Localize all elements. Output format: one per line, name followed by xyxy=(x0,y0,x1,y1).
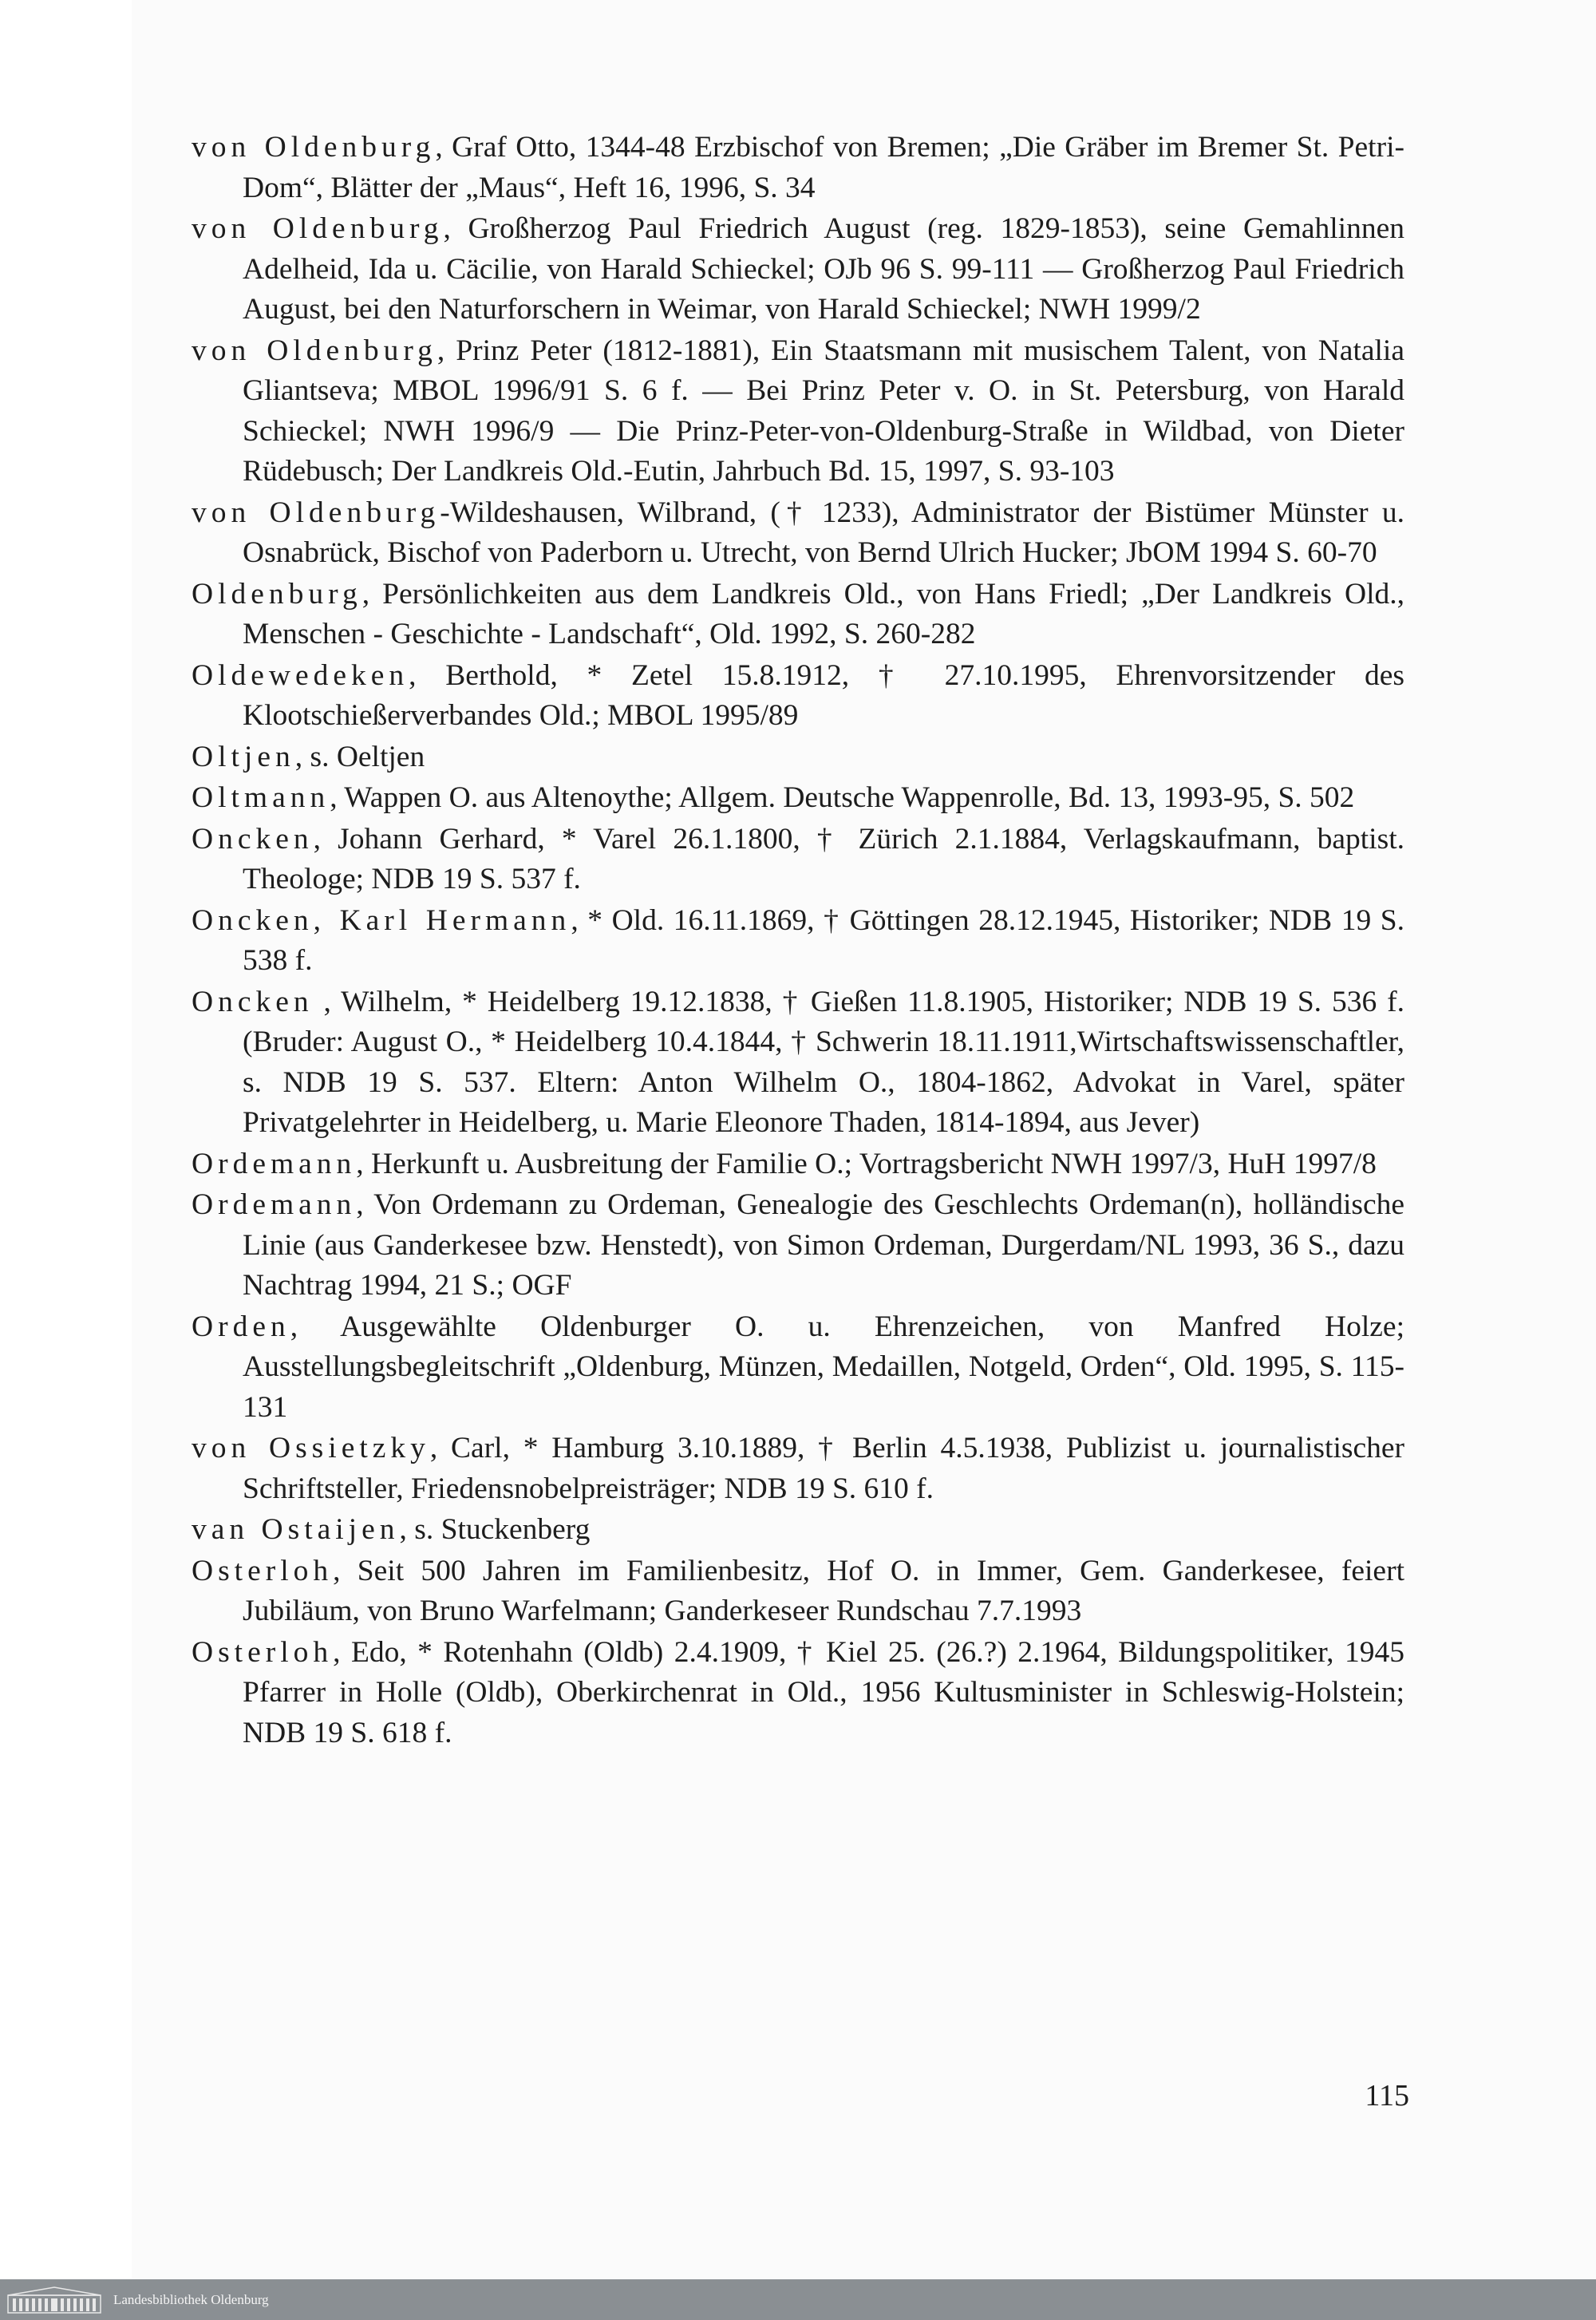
index-entry xyxy=(192,1510,1404,1551)
entry-text: , Graf Otto, 1344-48 Erzbischof von Bremen; „Die Gräber im Bremer St. Petri-Dom“, Blätter der „Maus“, Heft 16, 1996, S. 34 xyxy=(243,131,1404,204)
entry-text: , Johann Gerhard, * Varel 26.1.1800, † Zürich 2.1.1884, Verlagskaufmann, baptist. Theologe; NDB 19 S. 537 f. xyxy=(243,822,1404,895)
entry-text: , Prinz Peter (1812-1881), Ein Staatsmann mit musischem Talent, von Natalia Gliantseva; MBOL 1996/91 S. 6 f. — Bei Prinz Peter v. O. in St. Petersburg, von Harald Schieckel; NWH 1996/9 — Die Prinz-Peter-von-Oldenburg-Straße in Wildbad, von Dieter Rüdebusch; Der Landkreis Old.-Eutin, Jahrbuch Bd. 15, 1997, S. 93-103 xyxy=(243,334,1404,488)
entry-name: Oncken xyxy=(192,985,314,1018)
entry-text: , Von Ordemann zu Ordeman, Genealogie des Geschlechts Ordeman(n), holländische Linie (aus Ganderkesee bzw. Henstedt), von Simon Ordeman, Durgerdam/NL 1993, 36 S., dazu Nachtrag 1994, 21 S.; OGF xyxy=(243,1188,1404,1302)
entry-text: , s. Oeltjen xyxy=(294,740,425,773)
entry-name: von Oldenburg xyxy=(192,496,440,529)
entry-name: Oltmann xyxy=(192,781,330,814)
entry-name: von Oldenburg xyxy=(192,212,444,245)
index-entry xyxy=(192,778,1404,819)
scan-margin xyxy=(0,0,132,2279)
index-entry xyxy=(192,575,1404,655)
entry-text: , * Old. 16.11.1869, † Göttingen 28.12.1945, Historiker; NDB 19 S. 538 f. xyxy=(243,903,1404,977)
index-entry xyxy=(192,1307,1404,1429)
entry-name: Oldenburg xyxy=(192,577,362,611)
entry-text: , Carl, * Hamburg 3.10.1889, † Berlin 4.5.1938, Publizist u. journalistischer Schriftsteller, Friedensnobelpreisträger; NDB 19 S. 610 f. xyxy=(243,1432,1404,1505)
entry-name: von Ossietzky xyxy=(192,1432,430,1464)
footer-bar xyxy=(0,2279,1596,2320)
entry-name: Ordemann xyxy=(192,1188,357,1221)
entry-text: , Wappen O. aus Altenoythe; Allgem. Deutsche Wappenrolle, Bd. 13, 1993-95, S. 502 xyxy=(330,781,1355,814)
index-entry xyxy=(192,982,1404,1144)
index-entry xyxy=(192,820,1404,900)
index-entry xyxy=(192,901,1404,982)
entry-name: von Oldenburg xyxy=(192,334,437,367)
entry-text: , s. Stuckenberg xyxy=(399,1513,591,1546)
entry-name: van Ostaijen xyxy=(192,1513,400,1546)
entry-text: , Persönlichkeiten aus dem Landkreis Old., von Hans Friedl; „Der Landkreis Old., Menschen - Geschichte - Landschaft“, Old. 1992, S. 260-282 xyxy=(243,577,1404,650)
index-entry xyxy=(192,1429,1404,1509)
index-entry xyxy=(192,1633,1404,1754)
entry-name: Ordemann xyxy=(192,1147,357,1180)
index-entry xyxy=(192,493,1404,574)
entry-name: von Oldenburg xyxy=(192,131,436,164)
entry-text: , Edo, * Rotenhahn (Oldb) 2.4.1909, † Kiel 25. (26.?) 2.1964, Bildungspolitiker, 1945 Pfarrer in Holle (Oldb), Oberkirchenrat in Old., 1956 Kultusminister in Schleswig-Holstein; NDB 19 S. 618 f. xyxy=(243,1635,1404,1749)
index-entry xyxy=(192,1551,1404,1632)
index-entries xyxy=(192,128,1404,1754)
entry-text: , Berthold, * Zetel 15.8.1912, † 27.10.1995, Ehrenvorsitzender des Klootschießerverbandes Old.; MBOL 1995/89 xyxy=(243,658,1404,732)
index-entry xyxy=(192,1144,1404,1185)
entry-name: Oltjen xyxy=(192,740,295,773)
entry-name: Orden xyxy=(192,1310,290,1343)
entry-text: , Wilbrand, († 1233), Administrator der Bistümer Münster u. Osnabrück, Bischof von Paderborn u. Utrecht, von Bernd Ulrich Hucker; JbOM 1994 S. 60-70 xyxy=(243,496,1404,569)
index-entry xyxy=(192,737,1404,778)
entry-name: Oncken, Karl Hermann xyxy=(192,903,571,937)
entry-text: , Ausgewählte Oldenburger O. u. Ehrenzeichen, von Manfred Holze; Ausstellungsbegleitschrift „Oldenburg, Münzen, Medaillen, Notgeld, Orden“, Old. 1995, S. 115-131 xyxy=(243,1310,1404,1424)
index-entry xyxy=(192,656,1404,737)
index-entry xyxy=(192,331,1404,492)
entry-text: , Seit 500 Jahren im Familienbesitz, Hof O. in Immer, Gem. Ganderkesee, feiert Jubiläum, von Bruno Warfelmann; Ganderkeseer Rundschau 7.7.1993 xyxy=(243,1554,1404,1627)
entry-name: Oldewedeken xyxy=(192,658,409,692)
index-entry xyxy=(192,128,1404,208)
library-building-icon xyxy=(6,2286,102,2314)
entry-name: Osterloh xyxy=(192,1554,334,1587)
library-name: Landesbibliothek Oldenburg xyxy=(113,2291,269,2307)
entry-name: Oncken xyxy=(192,822,314,856)
entry-text: , Großherzog Paul Friedrich August (reg. 1829-1853), seine Gemahlinnen Adelheid, Ida u. Cäcilie, von Harald Schieckel; OJb 96 S. 99-111 — Großherzog Paul Friedrich August, bei den Naturforschern in Weimar, von Harald Schieckel; NWH 1999/2 xyxy=(243,212,1404,326)
page-number: 115 xyxy=(1365,2079,1409,2113)
entry-name-suffix: -Wildeshausen xyxy=(440,496,617,529)
entry-text: , Herkunft u. Ausbreitung der Familie O.; Vortragsbericht NWH 1997/3, HuH 1997/8 xyxy=(356,1147,1377,1180)
index-entry xyxy=(192,209,1404,330)
entry-name: Osterloh xyxy=(192,1635,334,1669)
index-entry xyxy=(192,1185,1404,1306)
entry-text: , Wilhelm, * Heidelberg 19.12.1838, † Gießen 11.8.1905, Historiker; NDB 19 S. 536 f. (Bruder: August O., * Heidelberg 10.4.1844, † Schwerin 18.11.1911,Wirtschaftswissenschaftler, s. NDB 19 S. 537. Eltern: Anton Wilhelm O., 1804-1862, Advokat in Varel, später Privatgelehrter in Heidelberg, u. Marie Eleonore Thaden, 1814-1894, aus Jever) xyxy=(243,985,1404,1139)
